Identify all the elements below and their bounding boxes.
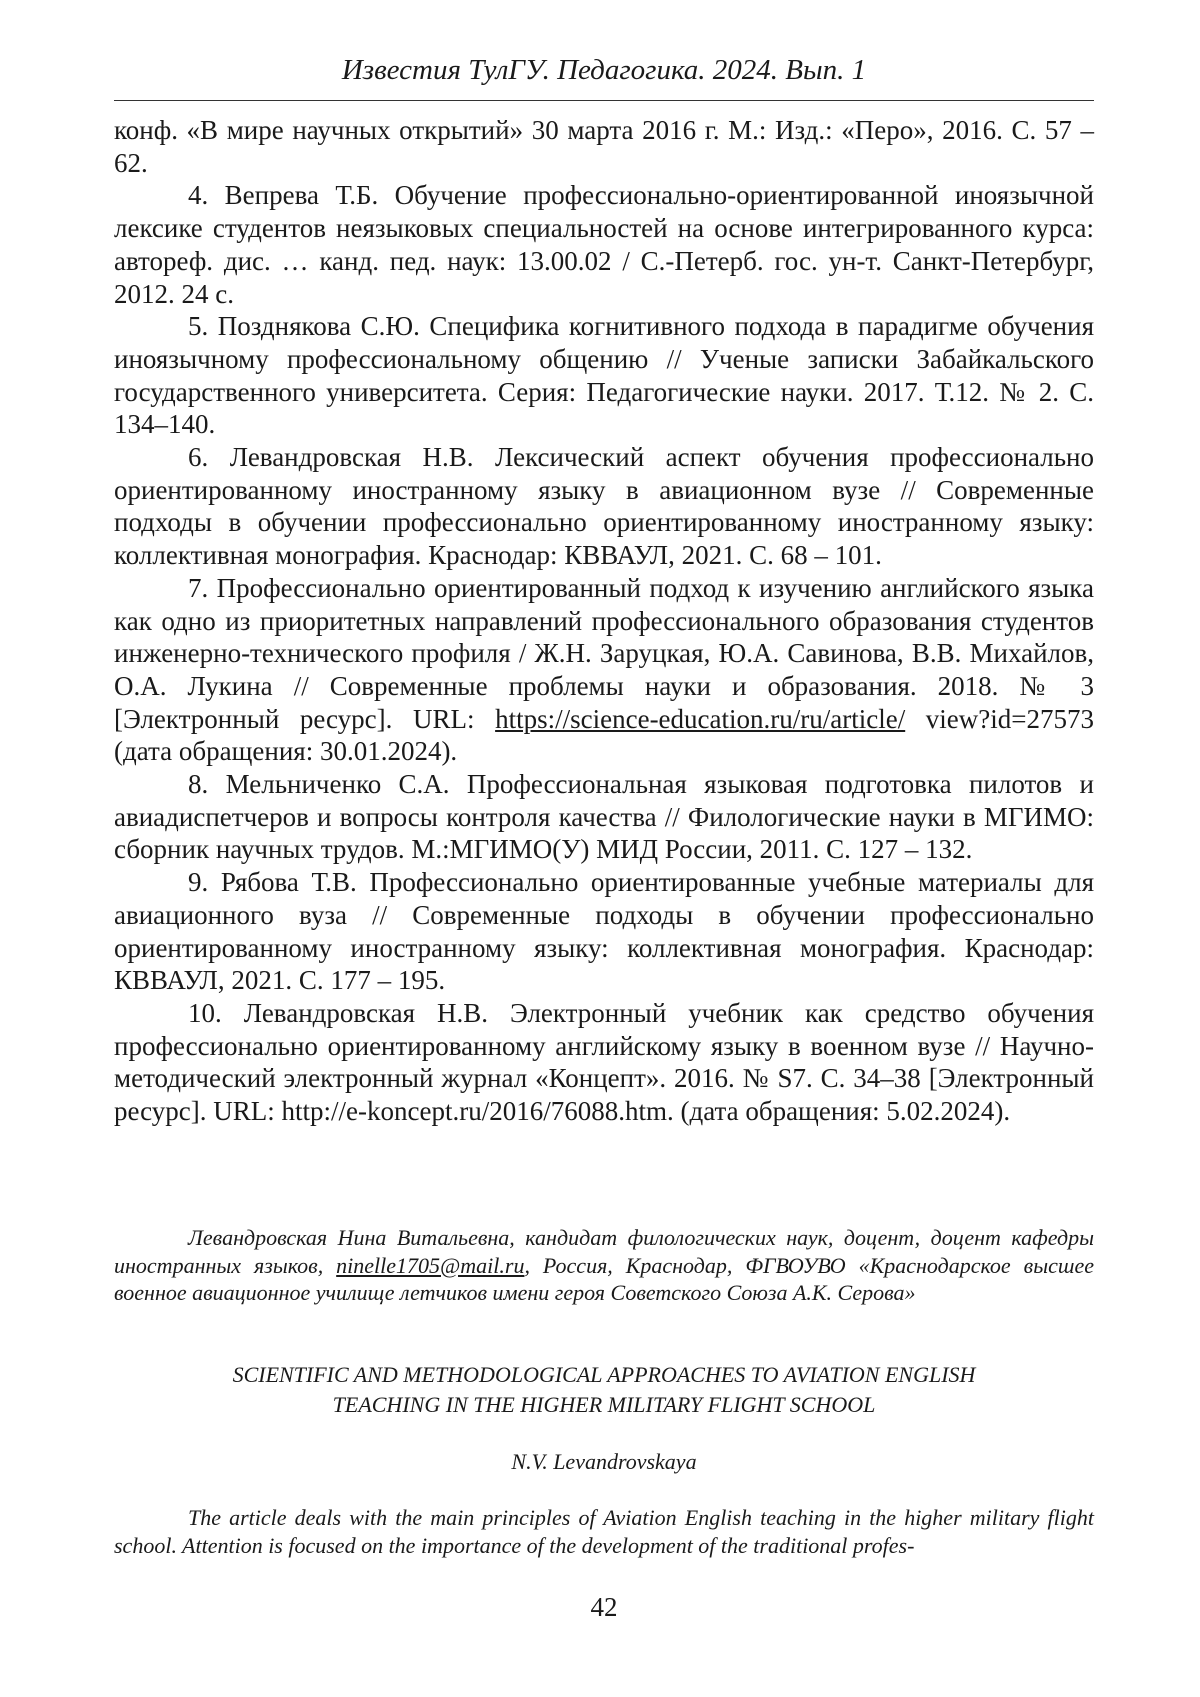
english-title (114, 1360, 1094, 1420)
reference-item-10: 10. Левандровская Н.В. Электронный учебник как средство обучения профессионально ориентированному английскому языку в военном вузе // Научно-методический электронный журнал «Концепт». 2016. № S7. С. 34–38 [Электронный ресурс]. URL: http://e-koncept.ru/2016/76088.htm. (дата обращения: 5.02.2024). (114, 997, 1094, 1127)
author-info-affiliation: , Россия, Краснодар, ФГВОУВО «Краснодарское высшее военное авиационное училище летчиков имени героя Советского Союза А.К. Серова» (114, 1252, 1094, 1305)
page-number: 42 (590, 1592, 618, 1622)
reference-item-7 (114, 572, 1094, 768)
reference-list (114, 114, 1094, 1128)
english-author: N.V. Levandrovskaya (511, 1449, 697, 1474)
reference-item-6: 6. Левандровская Н.В. Лексический аспект обучения профессионально ориентированному иностранному языку в авиационном вузе // Современные подходы в обучении профессионально ориентированному иностранному языку: коллективная монография. Краснодар: КВВАУЛ, 2021. С. 68 – 101. (114, 442, 1094, 571)
reference-item-9: 9. Рябова Т.В. Профессионально ориентированные учебные материалы для авиационного вуза // Современные подходы в обучении профессионально ориентированному иностранному языку: коллективная монография. Краснодар: КВВАУЛ, 2021. С. 177 – 195. (114, 867, 1094, 996)
author-info-text: Левандровская Нина Витальевна, кандидат филологических наук, доцент, доцент кафедры иностранных языков, (114, 1225, 1094, 1278)
reference-url-link[interactable]: https://science-education.ru/ru/article/ (495, 703, 906, 734)
reference-item-8: 8. Мельниченко С.А. Профессиональная языковая подготовка пилотов и авиадиспетчеров и вопросы контроля качества // Филологические науки в МГИМО: сборник научных трудов. М.:МГИМО(У) МИД России, 2011. С. 127 – 132. (114, 769, 1094, 865)
english-abstract: The article deals with the main principles of Aviation English teaching in the higher military flight school. Attention is focused on the importance of the development of the traditional profes- (114, 1505, 1094, 1558)
running-header: Известия ТулГУ. Педагогика. 2024. Вып. 1 (341, 54, 867, 86)
header-rule (114, 100, 1094, 101)
english-title-line-2: TEACHING IN THE HIGHER MILITARY FLIGHT SCHOOL (332, 1392, 876, 1417)
reference-item-7-tail: view?id=27573 (дата обращения: 30.01.2024). (114, 703, 1094, 767)
author-email-link[interactable]: ninelle1705@mail.ru (336, 1252, 525, 1278)
reference-continuation: конф. «В мире научных открытий» 30 марта 2016 г. М.: Изд.: «Перо», 2016. С. 57 – 62. (114, 115, 1094, 178)
reference-item-7-text: 7. Профессионально ориентированный подход к изучению английского языка как одно из приоритетных направлений профессионального образования студентов инженерно-технического профиля / Ж.Н. Заруцкая, Ю.А. Савинова, В.В. Михайлов, О.А. Лукина // Современные проблемы науки и образования. 2018. № 3 [Электронный ресурс]. URL: (114, 572, 1094, 734)
english-title-line-1: SCIENTIFIC AND METHODOLOGICAL APPROACHES TO AVIATION ENGLISH (232, 1362, 976, 1387)
author-info (114, 1224, 1094, 1307)
reference-item-5: 5. Позднякова С.Ю. Специфика когнитивного подхода в парадигме обучения иноязычному профессиональному общению // Ученые записки Забайкальского государственного университета. Серия: Педагогические науки. 2017. Т.12. № 2. С. 134–140. (114, 311, 1094, 440)
reference-item-4: 4. Вепрева Т.Б. Обучение профессионально-ориентированной иноязычной лексике студентов неязыковых специальностей на основе интегрированного курса: автореф. дис. … канд. пед. наук: 13.00.02 / С.-Петерб. гос. ун-т. Санкт-Петербург, 2012. 24 с. (114, 180, 1094, 309)
